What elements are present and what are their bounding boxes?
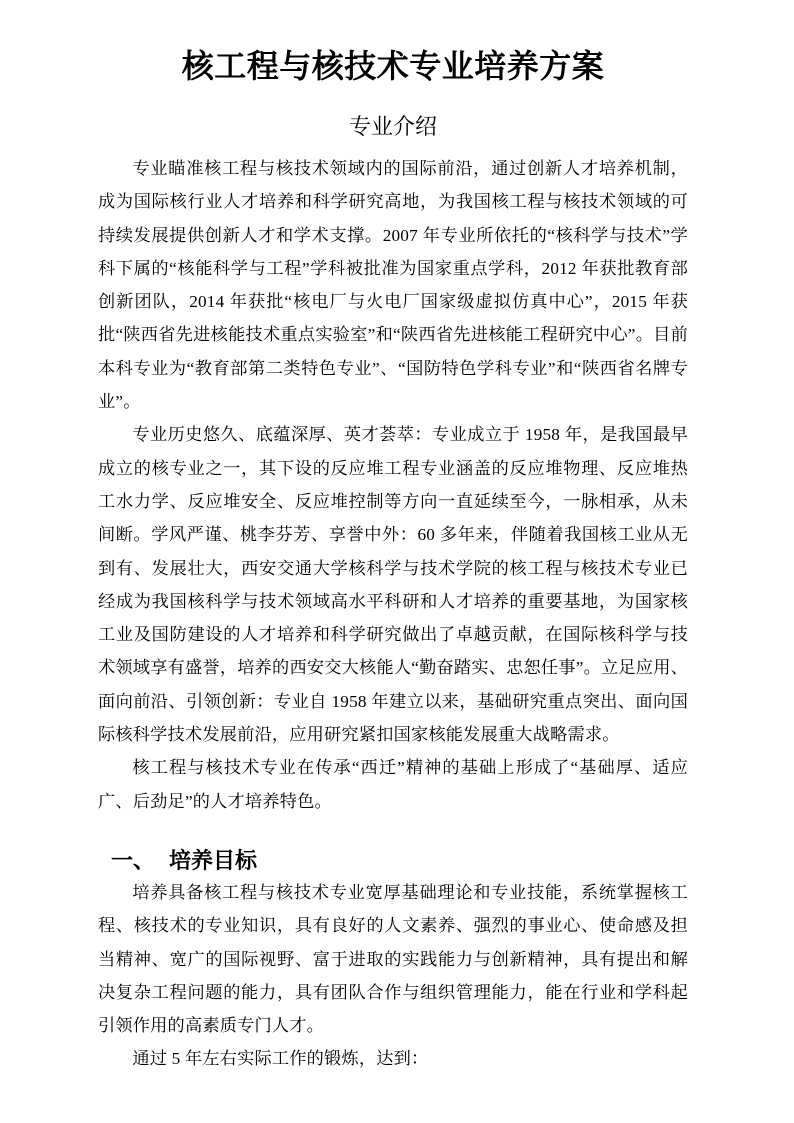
section-title: 培养目标 — [169, 847, 258, 873]
document-title: 核工程与核技术专业培养方案 — [181, 48, 605, 84]
document-subtitle: 专业介绍 — [348, 114, 437, 139]
intro-paragraph-3: 核工程与核技术专业在传承“西迁”精神的基础上形成了“基础厚、适应广、后劲足”的人才培养特色。 — [98, 758, 688, 811]
section-paragraph-1: 培养具备核工程与核技术专业宽厚基础理论和专业技能，系统掌握核工程、核技术的专业知识，具有良好的人文素养、强烈的事业心、使命感及担当精神、宽广的国际视野、富于进取的实践能力与创新精神，具有提出和解决复杂工程问题的能力，具有团队合作与组织管理能力，能在行业和学科起引领作用的高素质专门人才。 — [98, 882, 688, 1036]
intro-paragraph-1: 专业瞄准核工程与核技术领域内的国际前沿，通过创新人才培养机制，成为国际核行业人才培养和科学研究高地，为我国核工程与核技术领域的可持续发展提供创新人才和学术支撑。2007 年专业所依托的“核科学与技术”学科下属的“核能科学与工程”学科被批准为国家重点学科，2012 年获批教育部创新团队，2014 年获批“核电厂与火电厂国家级虚拟仿真中心”，2015 年获批“陕西省先进核能技术重点实验室”和“陕西省先进核能工程研究中心”。目前本科专业为“教育部第二类特色专业”、“国防特色学科专业”和“陕西省名牌专业”。 — [98, 159, 688, 412]
section-paragraph-2: 通过 5 年左右实际工作的锻炼，达到： — [132, 1049, 429, 1069]
intro-paragraph-2: 专业历史悠久、底蕴深厚、英才荟萃：专业成立于 1958 年，是我国最早成立的核专业之一，其下设的反应堆工程专业涵盖的反应堆物理、反应堆热工水力学、反应堆安全、反应堆控制等方向一直延续至今，一脉相承，从未间断。学风严谨、桃李芬芳、享誉中外：60 多年来，伴随着我国核工业从无到有、发展壮大，西安交通大学核科学与技术学院的核工程与核技术专业已经成为我国核科学与技术领域高水平科研和人才培养的重要基地，为国家核工业及国防建设的人才培养和科学研究做出了卓越贡献，在国际核科学与技术领域享有盛誉，培养的西安交大核能人“勤奋踏实、忠恕任事”。立足应用、面向前沿、引领创新：专业自 1958 年建立以来，基础研究重点突出、面向国际核科学技术发展前沿，应用研究紧扣国家核能发展重大战略需求。 — [98, 425, 688, 745]
section-number: 一、 — [111, 847, 156, 873]
section-heading-training-objectives — [111, 846, 688, 876]
